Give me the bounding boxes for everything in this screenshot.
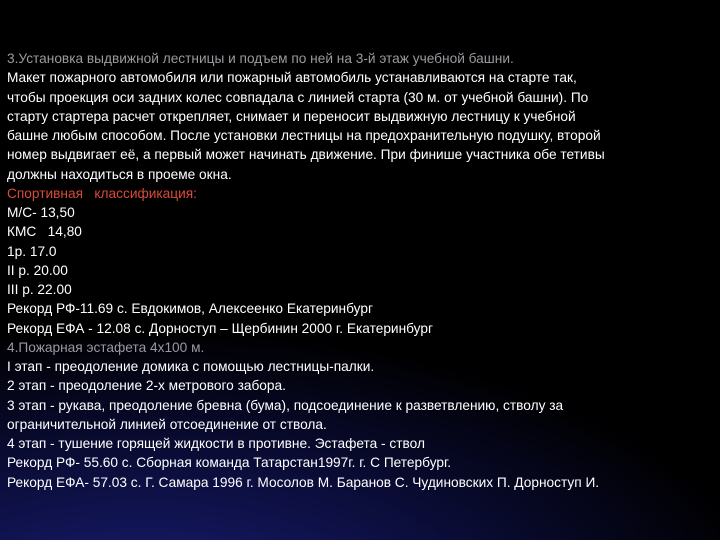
section-3-text-line: чтобы проекция оси задних колес совпадала с линией старта (30 м. от учебной башни). По — [7, 89, 589, 105]
slide-content — [7, 49, 713, 492]
relay-stage: 2 этап - преодоление 2-х метрового забора. — [7, 378, 286, 394]
section-4-heading: 4.Пожарная эстафета 4х100 м. — [7, 339, 205, 355]
record-item: Рекорд РФ-11.69 с. Евдокимов, Алексеенко Екатеринбург — [7, 301, 373, 317]
record-item: Рекорд ЕФА - 12.08 с. Дорноступ – Щербинин 2000 г. Екатеринбург — [7, 320, 433, 336]
section-3-text-line: Макет пожарного автомобиля или пожарный автомобиль устанавливаются на старте так, — [7, 70, 577, 86]
relay-stage: I этап - преодоление домика с помощью лестницы-палки. — [7, 359, 375, 374]
classification-heading: Спортивная классификация: — [7, 185, 197, 201]
relay-stage: ограничительной линией отсоединение от ствола. — [7, 416, 327, 432]
classification-item: 1р. 17.0 — [7, 243, 57, 259]
section-3-text-line: старту стартера расчет открепляет, снимает и переносит выдвижную лестницу к учебной — [7, 108, 576, 124]
classification-item: III р. 22.00 — [7, 282, 72, 297]
relay-stage: 4 этап - тушение горящей жидкости в противне. Эстафета - ствол — [7, 436, 425, 451]
relay-stage: 3 этап - рукава, преодоление бревна (бума), подсоединение к разветвлению, стволу за — [7, 397, 564, 413]
classification-item: КМС 14,80 — [7, 224, 82, 240]
section-3-text-line: номер выдвигает её, а первый может начинать движение. При финише участника обе тетивы — [7, 147, 605, 163]
record-item: Рекорд РФ- 55.60 с. Сборная команда Татарстан1997г. г. С Петербург. — [7, 455, 452, 471]
section-3-text-line: башне любым способом. После установки лестницы на предохранительную подушку, второй — [7, 128, 601, 143]
section-3-text-line: должны находиться в проеме окна. — [7, 166, 232, 182]
section-3-heading: 3.Установка выдвижной лестницы и подъем по ней на 3-й этаж учебной башни. — [7, 51, 514, 66]
classification-item: II р. 20.00 — [7, 262, 68, 278]
record-item: Рекорд ЕФА- 57.03 с. Г. Самара 1996 г. Мосолов М. Баранов С. Чудиновских П. Дорноступ И. — [7, 474, 600, 490]
classification-item: М/С- 13,50 — [7, 205, 75, 220]
